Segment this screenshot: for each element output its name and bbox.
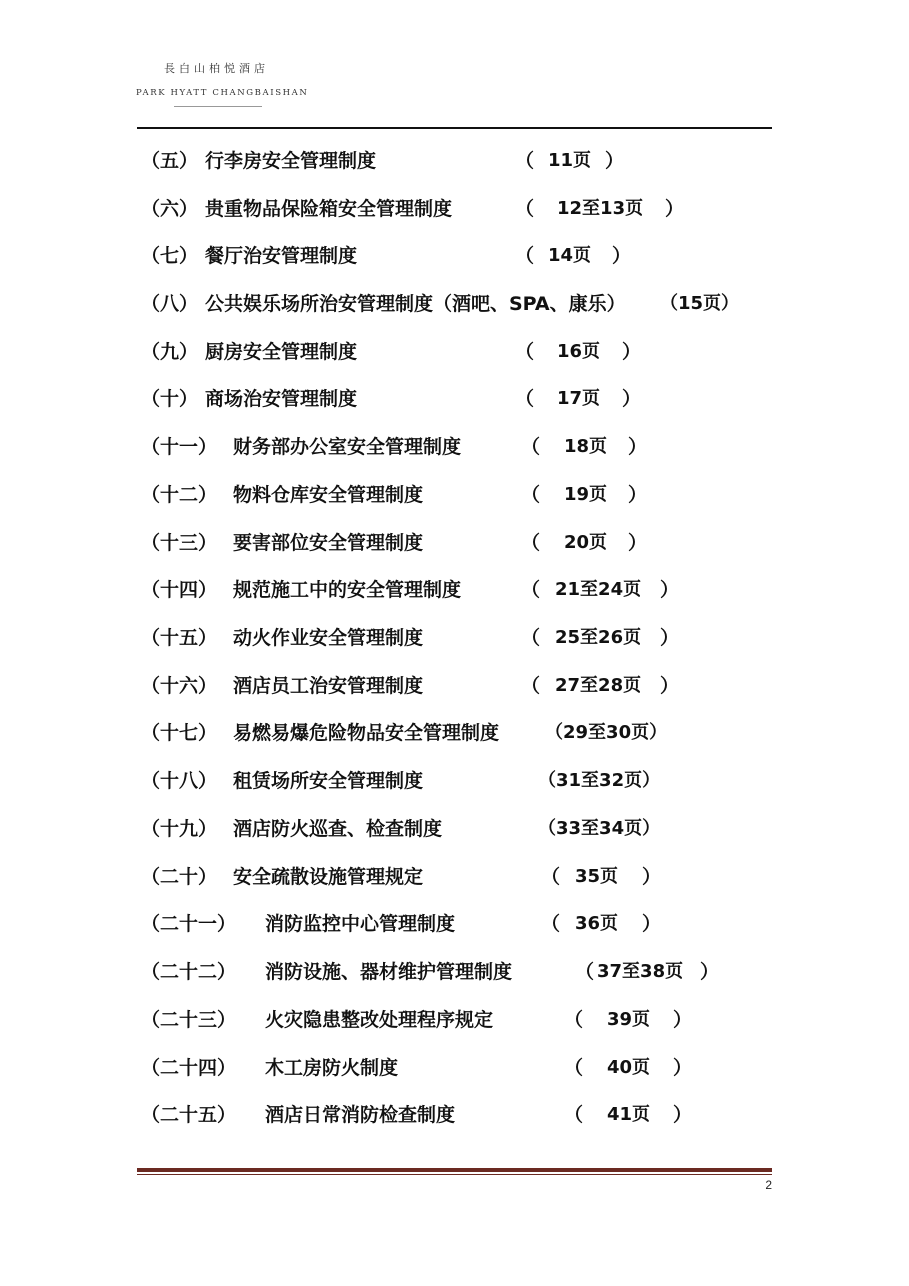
toc-item-title: 行李房安全管理制度: [205, 150, 377, 172]
toc-paren-open: （: [515, 245, 535, 267]
toc-item-title: 贵重物品保险箱安全管理制度: [205, 198, 453, 220]
toc-item-title: 易燃易爆危险物品安全管理制度: [233, 722, 500, 744]
toc-item-number: （十七）: [141, 722, 218, 744]
toc-item-title: 消防设施、器材维护管理制度: [265, 961, 513, 983]
toc-item-title: 财务部办公室安全管理制度: [233, 436, 462, 458]
toc-item-title: 公共娱乐场所治安管理制度（酒吧、SPA、康乐）: [205, 293, 626, 315]
toc-paren-close: ）: [673, 1104, 693, 1126]
toc-paren-close: ）: [628, 484, 648, 506]
toc-item-title: 餐厅治安管理制度: [205, 245, 358, 267]
toc-item: [0, 623, 909, 653]
toc-item: [0, 814, 909, 844]
toc-item-pages: 36页: [575, 913, 619, 934]
toc-paren-close: ）: [660, 579, 680, 601]
toc-item-number: （二十一）: [141, 913, 237, 935]
toc-item-number: （二十四）: [141, 1057, 237, 1079]
toc-paren-close: ）: [673, 1009, 693, 1031]
toc-item-title: 木工房防火制度: [265, 1057, 399, 1079]
toc-item-pages: 12至13页: [557, 198, 644, 219]
toc-item-pages: 17页: [557, 388, 601, 409]
toc-item-number: （十九）: [141, 818, 218, 840]
toc-paren-close: ）: [700, 961, 720, 983]
toc-item-pages: 18页: [564, 436, 608, 457]
toc-paren-close: ）: [660, 627, 680, 649]
toc-item-pages: 41页: [607, 1104, 651, 1125]
toc-paren-close: ）: [673, 1057, 693, 1079]
toc-paren-close: ）: [628, 436, 648, 458]
toc-item-pages: （33至34页）: [538, 818, 661, 839]
toc-item-number: （二十二）: [141, 961, 237, 983]
toc-item: [0, 766, 909, 796]
toc-paren-close: ）: [665, 198, 685, 220]
toc-item-pages: 35页: [575, 866, 619, 887]
toc-item-pages: 19页: [564, 484, 608, 505]
footer-divider-thick: [137, 1168, 772, 1172]
toc-item-number: （十一）: [141, 436, 218, 458]
toc-item-number: （十）: [141, 388, 199, 410]
toc-item-pages: 25至26页: [555, 627, 642, 648]
toc-item-number: （二十三）: [141, 1009, 237, 1031]
toc-paren-open: （: [521, 484, 541, 506]
toc-item-number: （二十）: [141, 866, 218, 888]
toc-paren-close: ）: [622, 388, 642, 410]
toc-item: [0, 909, 909, 939]
toc-item-title: 消防监控中心管理制度: [265, 913, 456, 935]
toc-item: [0, 1053, 909, 1083]
toc-item-number: （七）: [141, 245, 199, 267]
page-number: 2: [765, 1178, 772, 1192]
toc-item-pages: 14页: [548, 245, 592, 266]
toc-item-number: （十八）: [141, 770, 218, 792]
toc-paren-open: （: [541, 913, 561, 935]
toc-item-title: 租赁场所安全管理制度: [233, 770, 424, 792]
toc-paren-close: ）: [622, 341, 642, 363]
toc-item-pages: （29至30页）: [545, 722, 668, 743]
toc-item-pages: 37至38页: [597, 961, 684, 982]
toc-item-number: （六）: [141, 198, 199, 220]
toc-item: [0, 384, 909, 414]
toc-paren-open: （: [515, 150, 535, 172]
toc-paren-open: （: [521, 436, 541, 458]
toc-paren-open: （: [515, 388, 535, 410]
toc-item: [0, 194, 909, 224]
toc-paren-open: （: [521, 627, 541, 649]
toc-item-number: （五）: [141, 150, 199, 172]
toc-item-title: 规范施工中的安全管理制度: [233, 579, 462, 601]
toc-item-title: 商场治安管理制度: [205, 388, 358, 410]
toc-item-number: （十三）: [141, 532, 218, 554]
toc-paren-close: ）: [605, 150, 625, 172]
toc-item-number: （十四）: [141, 579, 218, 601]
toc-paren-open: （: [521, 675, 541, 697]
toc-paren-open: （: [564, 1009, 584, 1031]
toc-item-pages: 39页: [607, 1009, 651, 1030]
toc-paren-open: （: [564, 1057, 584, 1079]
toc-item: [0, 241, 909, 271]
toc-paren-open: （: [564, 1104, 584, 1126]
toc-paren-open: （: [515, 341, 535, 363]
toc-item-title: 酒店员工治安管理制度: [233, 675, 424, 697]
toc-item: [0, 432, 909, 462]
toc-item: [0, 718, 909, 748]
footer-divider-thin: [137, 1174, 772, 1175]
toc-item-number: （八）: [141, 293, 199, 315]
toc-paren-open: （: [541, 866, 561, 888]
toc-item-title: 物料仓库安全管理制度: [233, 484, 424, 506]
toc-item-pages: 20页: [564, 532, 608, 553]
logo-chinese-name: 長白山柏悦酒店: [164, 62, 269, 75]
toc-item: [0, 671, 909, 701]
toc-item-title: 动火作业安全管理制度: [233, 627, 424, 649]
toc-item-title: 酒店日常消防检查制度: [265, 1104, 456, 1126]
toc-item-number: （十六）: [141, 675, 218, 697]
toc-paren-open: （: [515, 198, 535, 220]
toc-paren-close: ）: [642, 866, 662, 888]
toc-paren-close: ）: [642, 913, 662, 935]
toc-item-pages: 40页: [607, 1057, 651, 1078]
toc-item-pages: 21至24页: [555, 579, 642, 600]
toc-item-pages: 16页: [557, 341, 601, 362]
toc-item-pages: 27至28页: [555, 675, 642, 696]
toc-item: [0, 480, 909, 510]
toc-item-pages: （31至32页）: [538, 770, 661, 791]
toc-item-pages: 11页: [548, 150, 592, 171]
toc-item: [0, 1005, 909, 1035]
toc-paren-open: （: [521, 532, 541, 554]
toc-item-title: 厨房安全管理制度: [205, 341, 358, 363]
logo-english-name: PARK HYATT CHANGBAISHAN: [136, 88, 309, 98]
toc-paren-close: ）: [628, 532, 648, 554]
toc-item-title: 要害部位安全管理制度: [233, 532, 424, 554]
toc-item: [0, 957, 909, 987]
toc-item: [0, 337, 909, 367]
toc-item: [0, 1100, 909, 1130]
toc-item: [0, 289, 909, 319]
toc-item: [0, 575, 909, 605]
toc-item: [0, 146, 909, 176]
toc-item-pages: （15页）: [660, 293, 740, 314]
toc-paren-close: ）: [660, 675, 680, 697]
toc-item-title: 火灾隐患整改处理程序规定: [265, 1009, 494, 1031]
toc-item-number: （十二）: [141, 484, 218, 506]
toc-item-number: （九）: [141, 341, 199, 363]
toc-item-title: 酒店防火巡查、检查制度: [233, 818, 443, 840]
toc-item-number: （二十五）: [141, 1104, 237, 1126]
toc-item: [0, 528, 909, 558]
toc-item-title: 安全疏散设施管理规定: [233, 866, 424, 888]
toc-paren-close: ）: [612, 245, 632, 267]
toc-paren-open: （: [521, 579, 541, 601]
toc-item-number: （十五）: [141, 627, 218, 649]
toc-item: [0, 862, 909, 892]
toc-paren-open: （: [575, 961, 595, 983]
